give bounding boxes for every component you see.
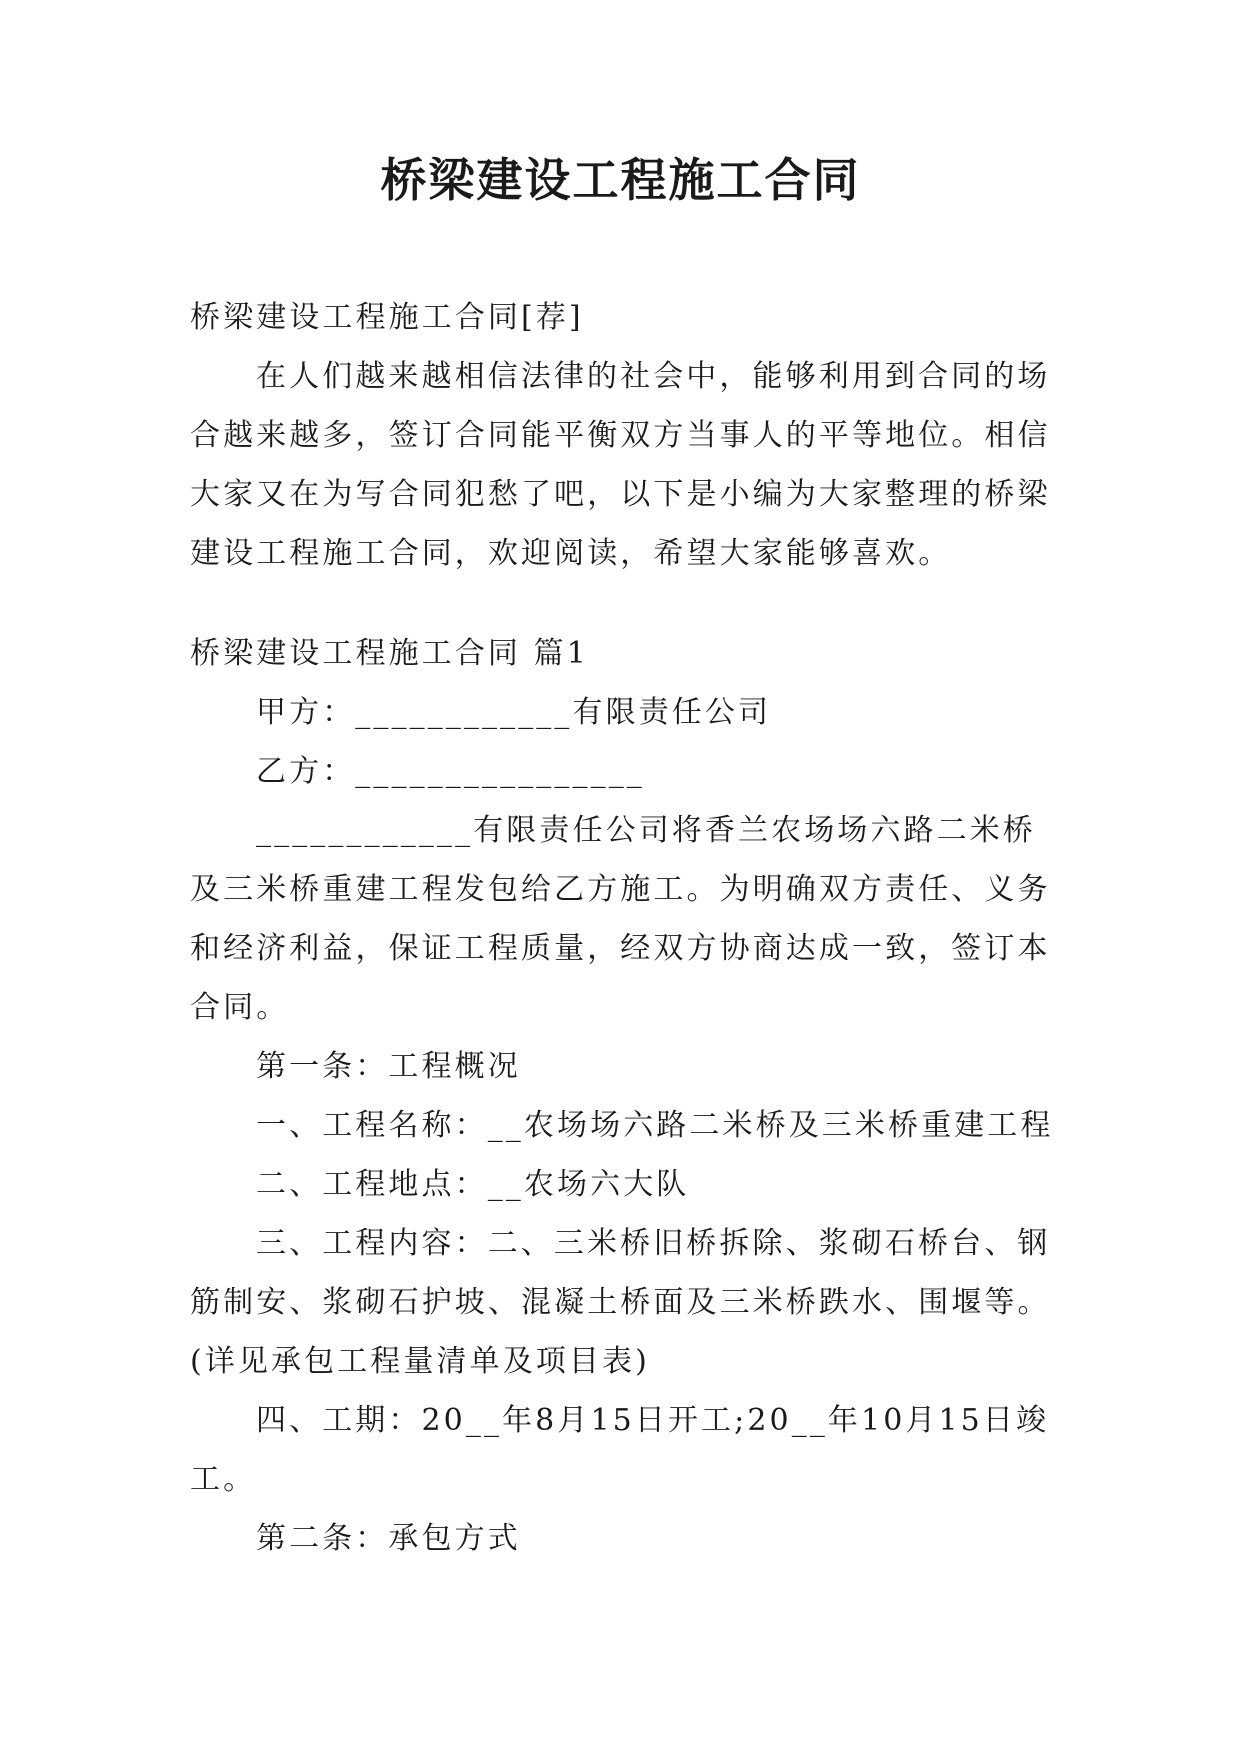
party-b-line: 乙方：________________ [256,754,645,789]
section-heading: 桥梁建设工程施工合同 篇1 [190,636,589,671]
project-schedule-line: 工。 [190,1462,257,1497]
preamble-line: ____________有限责任公司将香兰农场场六路二米桥 [256,813,1036,848]
preamble-paragraph [190,801,1052,1037]
document-title: 桥梁建设工程施工合同 [380,153,861,207]
project-content-line: (详见承包工程量清单及项目表) [190,1344,650,1379]
article-1-heading: 第一条：工程概况 [256,1049,521,1084]
preamble-line: 及三米桥重建工程发包给乙方施工。为明确双方责任、义务 [190,872,1051,907]
intro-line: 在人们越来越相信法律的社会中，能够利用到合同的场 [256,359,1051,394]
project-schedule-line: 四、工期：20__年8月15日开工;20__年10月15日竣 [256,1403,1050,1438]
project-content-line: 三、工程内容：二、三米桥旧桥拆除、浆砌石桥台、钢 [256,1226,1051,1261]
document-body [190,288,1052,1568]
intro-line: 大家又在为写合同犯愁了吧，以下是小编为大家整理的桥梁 [190,477,1051,512]
project-name-item: 一、工程名称：__农场场六路二米桥及三米桥重建工程 [256,1108,1054,1143]
project-content-line: 筋制安、浆砌石护坡、混凝土桥面及三米桥跌水、围堰等。 [190,1285,1051,1320]
document-subtitle: 桥梁建设工程施工合同[荐] [190,300,584,335]
project-location-item: 二、工程地点：__农场六大队 [256,1167,690,1202]
intro-paragraph [190,347,1052,583]
section-gap [190,583,1052,624]
project-content-item [190,1214,1052,1391]
intro-line: 合越来越多，签订合同能平衡双方当事人的平等地位。相信 [190,418,1051,453]
preamble-line: 合同。 [190,990,290,1025]
party-a-line: 甲方：____________有限责任公司 [256,695,772,730]
article-2-heading: 第二条：承包方式 [256,1521,521,1556]
preamble-line: 和经济利益，保证工程质量，经双方协商达成一致，签订本 [190,931,1051,966]
intro-line: 建设工程施工合同，欢迎阅读，希望大家能够喜欢。 [190,536,952,571]
project-schedule-item [190,1391,1052,1509]
